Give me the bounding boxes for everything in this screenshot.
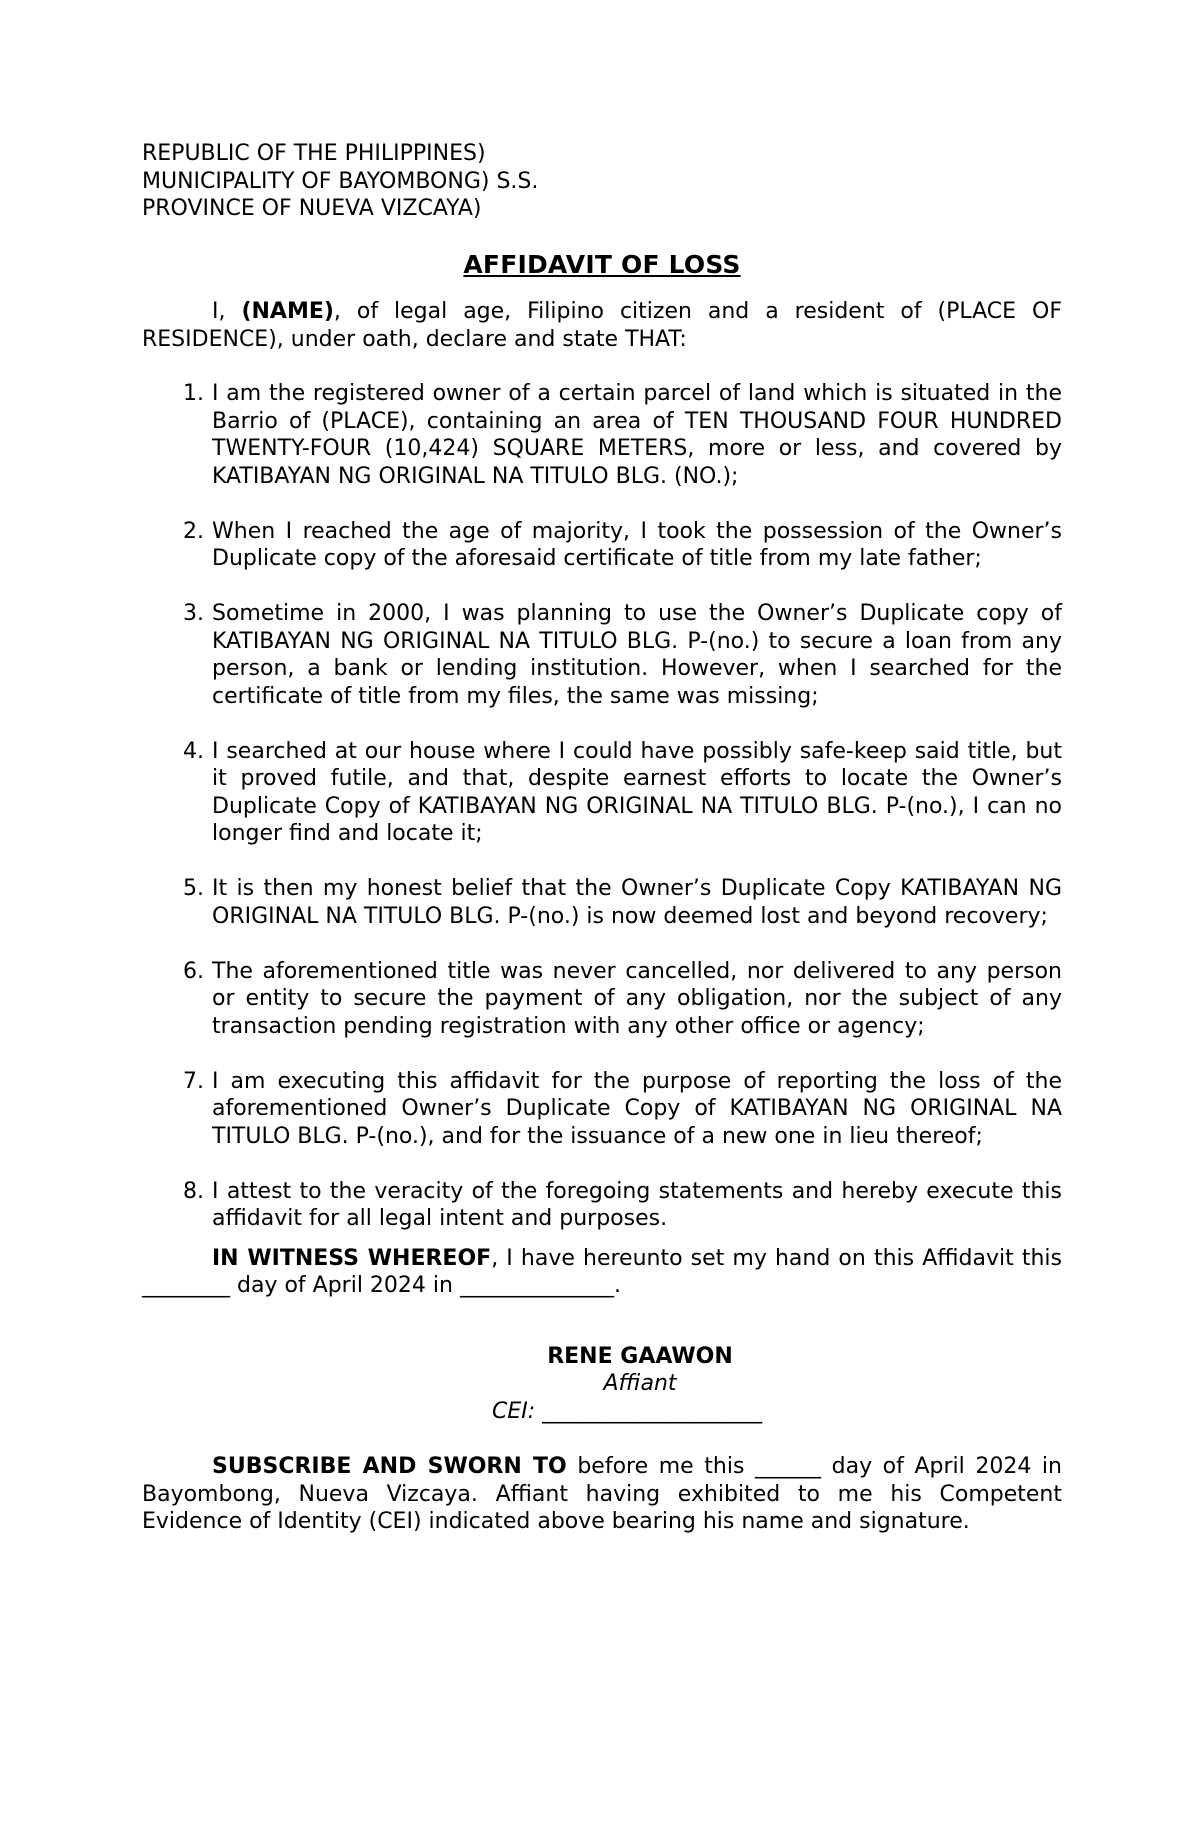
venue-municipality: MUNICIPALITY OF BAYOMBONG) S.S. <box>142 168 539 194</box>
item-number: 8. <box>183 1178 204 1204</box>
list-item <box>142 1178 1062 1233</box>
jurat-lead: SUBSCRIBE AND SWORN TO <box>212 1454 567 1479</box>
affiant-role: Affiant <box>603 1371 677 1396</box>
item-text: The aforementioned title was never cancelled, nor delivered to any person or entity to secure the payment of any obligation, nor the subject of any transaction pending registration with any other office or agency; <box>212 958 1062 1039</box>
signature-block <box>440 1343 840 1398</box>
item-text: I am executing this affidavit for the purpose of reporting the loss of the aforementioned Owner’s Duplicate Copy of KATIBAYAN NG ORIGINAL NA TITULO BLG. P-(no.), and for the issuance of a new one in lieu thereof; <box>212 1068 1062 1149</box>
document-title: AFFIDAVIT OF LOSS <box>463 249 741 279</box>
affidavit-page <box>142 140 1062 1536</box>
item-text: I searched at our house where I could have possibly safe-keep said title, but it proved futile, and that, despite earnest efforts to locate the Owner’s Duplicate Copy of KATIBAYAN NG ORIGINAL NA TITULO BLG. P-(no.), I can no longer find and locate it; <box>212 738 1062 846</box>
item-text: When I reached the age of majority, I took the possession of the Owner’s Duplicate copy of the aforesaid certificate of title from my late father; <box>212 518 1062 571</box>
venue-country: REPUBLIC OF THE PHILIPPINES) <box>142 141 486 166</box>
affiant-name: RENE GAAWON <box>547 1343 733 1369</box>
jurat-text: before me this ______ day of April 2024 in Bayombong, Nueva Vizcaya. Affiant having exhibited to me his Competent Evidence of Identity (CEI) indicated above bearing his name and signature. <box>142 1454 1062 1534</box>
venue-province: PROVINCE OF NUEVA VIZCAYA) <box>142 196 482 221</box>
cei-label: CEI: <box>492 1398 543 1424</box>
item-number: 5. <box>183 876 204 901</box>
item-number: 7. <box>183 1068 204 1094</box>
item-number: 4. <box>183 738 204 764</box>
statement-list <box>142 380 1062 1233</box>
witness-paragraph <box>142 1245 1062 1300</box>
list-item <box>142 600 1062 710</box>
list-item <box>142 875 1062 930</box>
item-number: 1. <box>183 381 204 406</box>
cei-line <box>492 1398 1062 1426</box>
intro-suffix: , of legal age, Filipino citizen and a resident of (PLACE OF RESIDENCE), under oath, declare and state THAT: <box>142 299 1062 352</box>
item-number: 2. <box>183 518 204 544</box>
witness-lead: IN WITNESS WHEREOF <box>212 1245 492 1271</box>
item-text: I attest to the veracity of the foregoing statements and hereby execute this affidavit for all legal intent and purposes. <box>212 1178 1062 1231</box>
list-item <box>142 1068 1062 1151</box>
list-item <box>142 738 1062 848</box>
item-text: It is then my honest belief that the Owner’s Duplicate Copy KATIBAYAN NG ORIGINAL NA TITULO BLG. P-(no.) is now deemed lost and beyond recovery; <box>212 876 1062 929</box>
list-item <box>142 518 1062 573</box>
intro-paragraph <box>142 298 1062 353</box>
cei-blank: ____________________ <box>542 1398 763 1424</box>
item-number: 6. <box>183 958 204 984</box>
item-text: I am the registered owner of a certain parcel of land which is situated in the Barrio of (PLACE), containing an area of TEN THOUSAND FOUR HUNDRED TWENTY-FOUR (10,424) SQUARE METERS, more or less, and covered by KATIBAYAN NG ORIGINAL NA TITULO BLG. (NO.); <box>212 381 1062 489</box>
item-number: 3. <box>183 601 204 626</box>
venue-heading <box>142 140 1062 223</box>
intro-prefix: I, <box>212 299 242 324</box>
list-item <box>142 380 1062 490</box>
jurat-paragraph <box>142 1453 1062 1536</box>
affiant-name-placeholder: (NAME) <box>241 299 334 324</box>
list-item <box>142 958 1062 1041</box>
item-text: Sometime in 2000, I was planning to use the Owner’s Duplicate copy of KATIBAYAN NG ORIGINAL NA TITULO BLG. P-(no.) to secure a loan from any person, a bank or lending institution. However, when I searched for the certificate of title from my files, the same was missing; <box>212 601 1062 709</box>
witness-text: , I have hereunto set my hand on this Affidavit this ________ day of April 2024 in ______________. <box>142 1245 1062 1298</box>
